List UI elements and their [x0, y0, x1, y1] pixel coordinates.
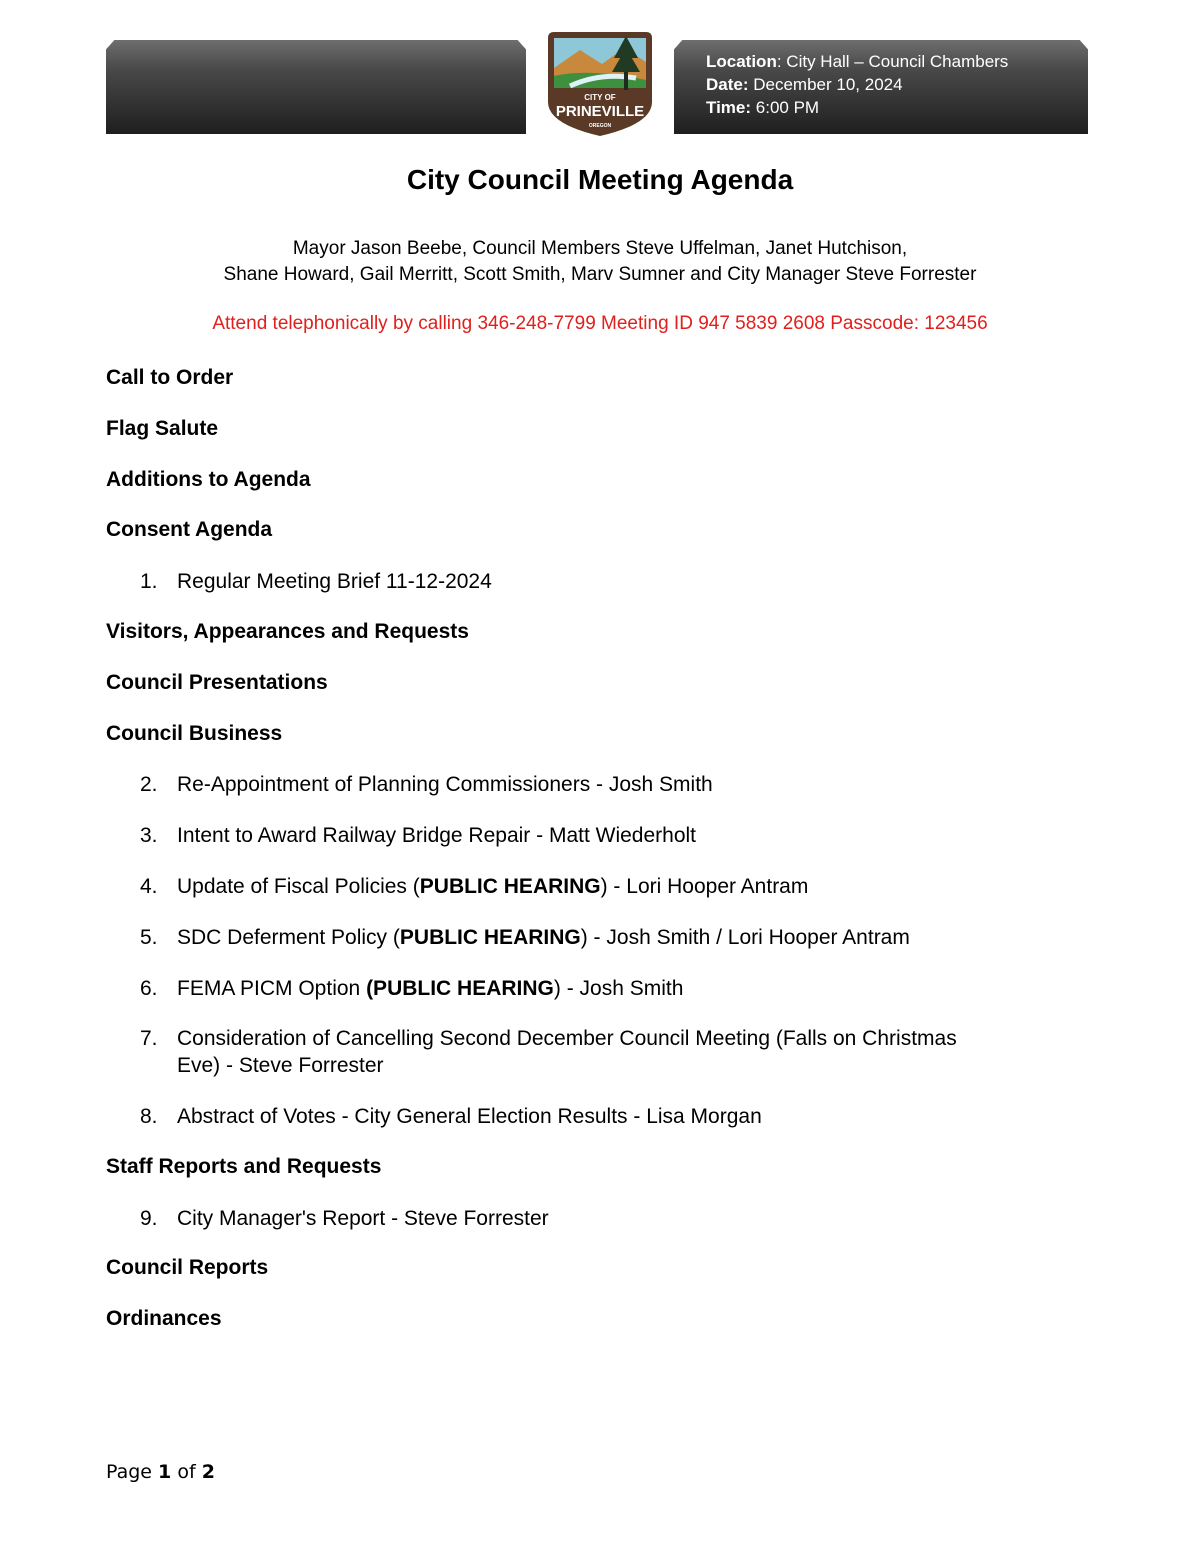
logo-line1: CITY OF [584, 93, 616, 102]
section-consent: Consent Agenda [106, 518, 273, 541]
section-visitors: Visitors, Appearances and Requests [106, 620, 469, 643]
item-number: 1. [140, 570, 158, 593]
location-label: Location [706, 52, 777, 71]
item-text: Regular Meeting Brief 11-12-2024 [177, 570, 492, 593]
header-banner-left [106, 40, 526, 134]
time-value: 6:00 PM [751, 98, 820, 117]
time-label: Time: [706, 98, 752, 117]
section-flag-salute: Flag Salute [106, 417, 219, 440]
phone-instructions: Attend telephonically by calling 346-248-7799 Meeting ID 947 5839 2608 Passcode: 123456 [212, 313, 988, 334]
item-number: 4. [140, 875, 158, 898]
item-text: FEMA PICM Option (PUBLIC HEARING) - Josh Smith [177, 977, 684, 1000]
item-number: 2. [140, 773, 158, 796]
page-number: Page 1 of 2 [106, 1461, 215, 1483]
date-label: Date: [706, 75, 749, 94]
location-value: : City Hall – Council Chambers [776, 52, 1009, 71]
item-text: Re-Appointment of Planning Commissioners - Josh Smith [177, 773, 713, 796]
date-value: December 10, 2024 [748, 75, 903, 94]
item-number: 5. [140, 926, 158, 949]
city-logo [540, 28, 660, 140]
item-text: Update of Fiscal Policies (PUBLIC HEARING) - Lori Hooper Antram [177, 875, 809, 898]
item-number: 6. [140, 977, 158, 1000]
item-text: Intent to Award Railway Bridge Repair - Matt Wiederholt [177, 824, 697, 847]
meeting-info [706, 50, 1008, 119]
item-text: SDC Deferment Policy (PUBLIC HEARING) - Josh Smith / Lori Hooper Antram [177, 926, 910, 949]
item-number: 9. [140, 1207, 158, 1230]
members-line-2: Shane Howard, Gail Merritt, Scott Smith, Marv Sumner and City Manager Steve Forrester [223, 264, 977, 285]
section-call-to-order: Call to Order [106, 366, 234, 389]
item-text: Consideration of Cancelling Second December Council Meeting (Falls on Christmas Eve) - Steve Forrester [177, 1027, 957, 1077]
item-number: 8. [140, 1105, 158, 1128]
item-number: 7. [140, 1027, 158, 1050]
public-hearing-label: PUBLIC HEARING [419, 875, 601, 898]
item-number: 3. [140, 824, 158, 847]
page-title: City Council Meeting Agenda [406, 164, 794, 195]
item-text: City Manager's Report - Steve Forrester [177, 1207, 549, 1230]
public-hearing-label: (PUBLIC HEARING [366, 977, 554, 1000]
section-presentations: Council Presentations [106, 671, 328, 694]
section-ordinances: Ordinances [106, 1307, 222, 1330]
section-council-reports: Council Reports [106, 1256, 269, 1279]
section-staff: Staff Reports and Requests [106, 1155, 382, 1178]
council-members [0, 236, 1200, 288]
section-additions: Additions to Agenda [106, 468, 311, 491]
members-line-1: Mayor Jason Beebe, Council Members Steve Uffelman, Janet Hutchison, [292, 238, 908, 259]
item-text: Abstract of Votes - City General Election Results - Lisa Morgan [177, 1105, 762, 1128]
public-hearing-label: PUBLIC HEARING [399, 926, 581, 949]
logo-line3: OREGON [588, 123, 612, 129]
logo-line2: PRINEVILLE [555, 103, 645, 120]
section-business: Council Business [106, 722, 283, 745]
